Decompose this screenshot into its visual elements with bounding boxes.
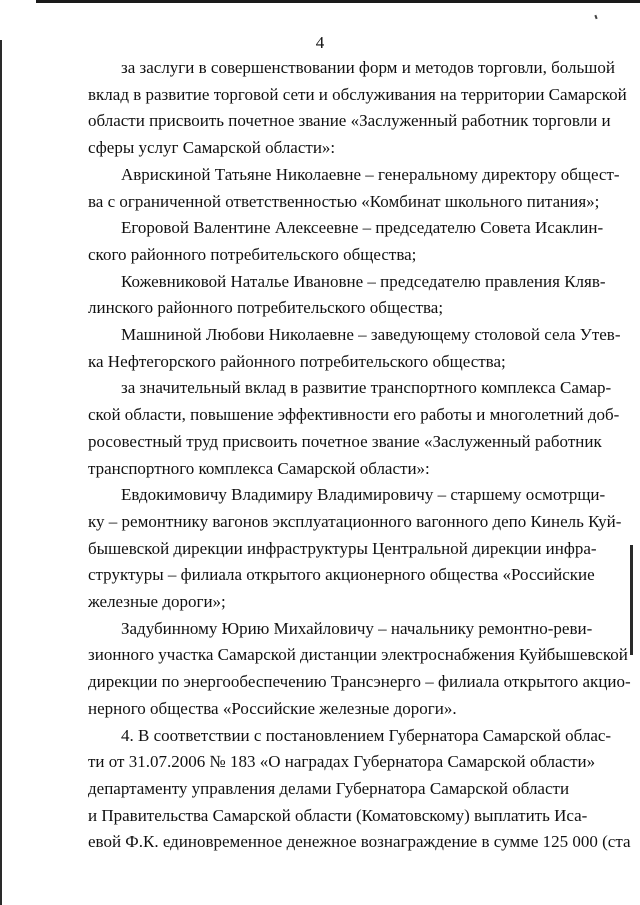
scan-top-border <box>36 0 640 3</box>
scan-left-border <box>0 40 2 905</box>
text-line: линского районного потребительского общества; <box>88 298 444 317</box>
text-line: и Правительства Самарской области (Коматовскому) выплатить Иса- <box>88 806 588 825</box>
text-line: транспортного комплекса Самарской области»: <box>88 459 430 478</box>
scan-right-edge-mark <box>630 545 633 655</box>
scan-speck <box>594 15 597 19</box>
text-line: бышевской дирекции инфраструктуры Центральной дирекции инфра- <box>88 539 597 558</box>
text-line: структуры – филиала открытого акционерного общества «Российские <box>88 565 595 584</box>
text-line: Машниной Любови Николаевне – заведующему столовой села Утев- <box>121 325 621 344</box>
text-line: Кожевниковой Наталье Ивановне – председателю правления Кляв- <box>121 272 606 291</box>
text-line: Евдокимовичу Владимиру Владимировичу – старшему осмотрщи- <box>121 485 606 504</box>
text-line: департаменту управления делами Губернатора Самарской области <box>88 779 570 798</box>
text-line: области присвоить почетное звание «Заслуженный работник торговли и <box>88 111 611 130</box>
text-line: евой Ф.К. единовременное денежное вознаграждение в сумме 125 000 (ста <box>88 832 631 851</box>
text-line: ка Нефтегорского районного потребительского общества; <box>88 352 506 371</box>
text-line: Аврискиной Татьяне Николаевне – генеральному директору общест- <box>121 165 620 184</box>
page-number: 4 <box>315 33 325 52</box>
text-line: нерного общества «Российские железные дороги». <box>88 699 457 718</box>
text-line: Егоровой Валентине Алексеевне – председателю Совета Исаклин- <box>121 218 604 237</box>
text-line: 4. В соответствии с постановлением Губернатора Самарской облас- <box>121 726 612 745</box>
text-line: железные дороги»; <box>88 592 226 611</box>
text-line: росовестный труд присвоить почетное звание «Заслуженный работник <box>88 432 602 451</box>
text-line: зионного участка Самарской дистанции электроснабжения Куйбышевской <box>88 645 628 664</box>
text-line: дирекции по энергообеспечению Трансэнерго – филиала открытого акцио- <box>88 672 631 691</box>
text-line: Задубинному Юрию Михайловичу – начальнику ремонтно-реви- <box>121 619 593 638</box>
text-line: ской области, повышение эффективности его работы и многолетний доб- <box>88 405 620 424</box>
text-line: ку – ремонтнику вагонов эксплуатационного вагонного депо Кинель Куй- <box>88 512 622 531</box>
text-line: сферы услуг Самарской области»: <box>88 138 336 157</box>
text-line: за значительный вклад в развитие транспортного комплекса Самар- <box>121 378 612 397</box>
text-line: вклад в развитие торговой сети и обслуживания на территории Самарской <box>88 85 627 104</box>
text-line: за заслуги в совершенствовании форм и методов торговли, большой <box>121 58 615 77</box>
text-line: ского районного потребительского общества; <box>88 245 417 264</box>
text-line: ва с ограниченной ответственностью «Комбинат школьного питания»; <box>88 192 600 211</box>
text-line: ти от 31.07.2006 № 183 «О наградах Губернатора Самарской области» <box>88 752 596 771</box>
